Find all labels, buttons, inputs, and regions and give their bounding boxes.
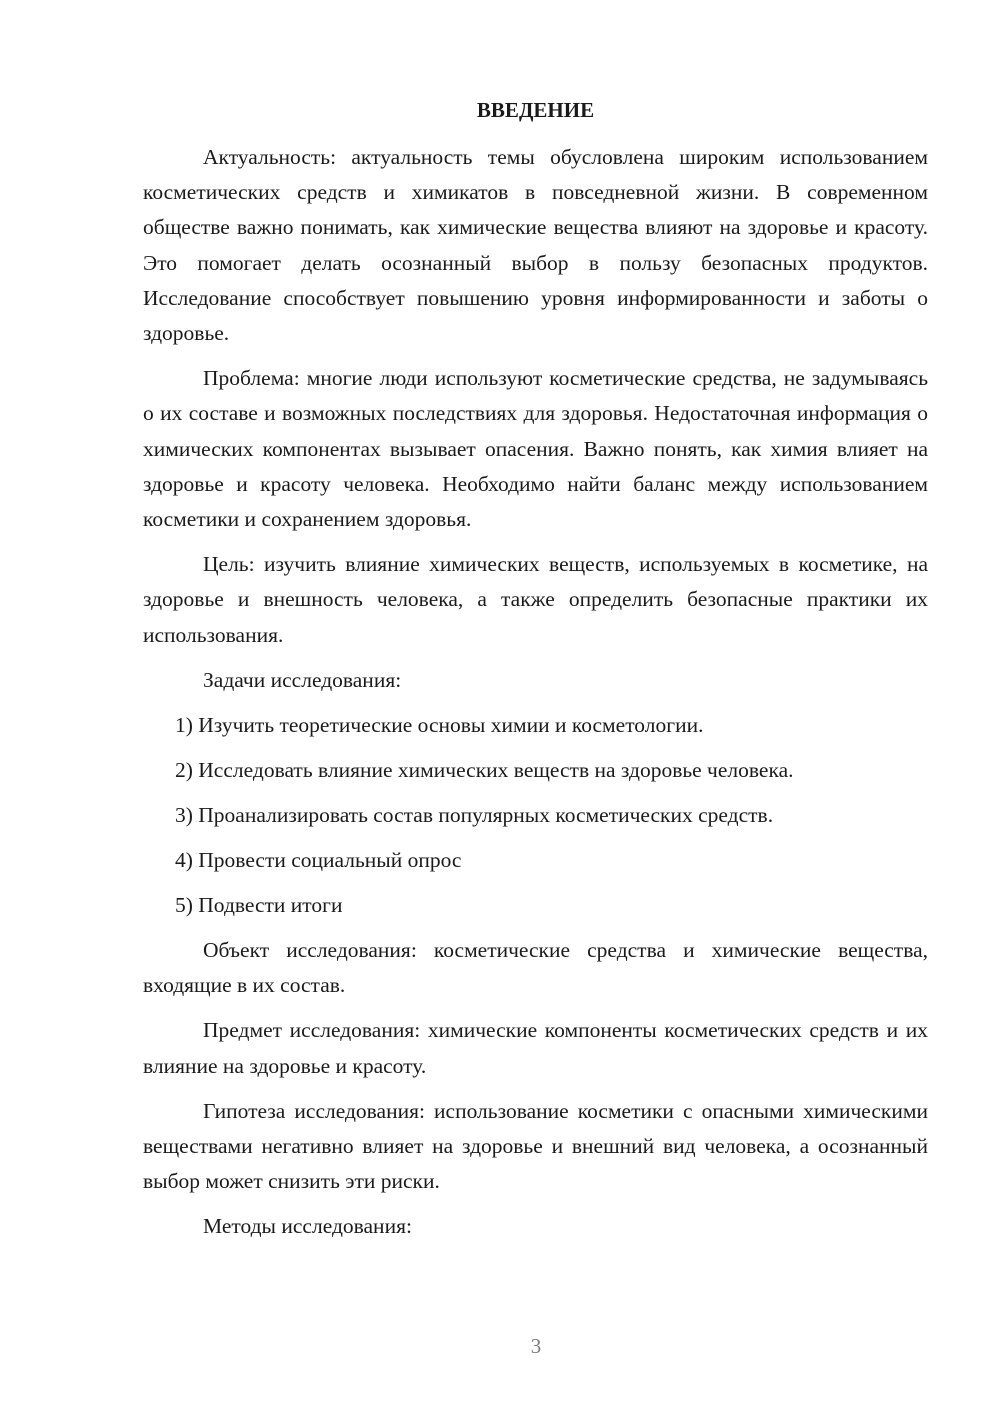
task-item: 3) Проанализировать состав популярных косметических средств. bbox=[175, 803, 774, 828]
relevance-paragraph: Актуальность: актуальность темы обусловлена широким использованием косметических средств и химикатов в повседневной жизни. В современном обществе важно понимать, как химические вещества влияют на здоровье и красоту. Это помогает делать осознанный выбор в пользу безопасных продуктов. Исследование способствует повышению уровня информированности и заботы о здоровье. bbox=[143, 145, 928, 346]
page-title: ВВЕДЕНИЕ bbox=[476, 98, 595, 122]
task-item: 1) Изучить теоретические основы химии и косметологии. bbox=[175, 713, 704, 738]
methods-heading: Методы исследования: bbox=[203, 1214, 412, 1239]
object-paragraph: Объект исследования: косметические средства и химические вещества, входящие в их состав. bbox=[143, 938, 928, 998]
task-item: 2) Исследовать влияние химических веществ на здоровье человека. bbox=[175, 758, 794, 783]
subject-paragraph: Предмет исследования: химические компоненты косметических средств и их влияние на здоровье и красоту. bbox=[143, 1018, 928, 1078]
goal-paragraph: Цель: изучить влияние химических веществ, используемых в косметике, на здоровье и внешность человека, а также определить безопасные практики их использования. bbox=[143, 552, 928, 647]
problem-paragraph: Проблема: многие люди используют косметические средства, не задумываясь о их составе и возможных последствиях для здоровья. Недостаточная информация о химических компонентах вызывает опасения. Важно понять, как химия влияет на здоровье и красоту человека. Необходимо найти баланс между использованием косметики и сохранением здоровья. bbox=[143, 366, 928, 532]
page-number: 3 bbox=[530, 1334, 542, 1358]
page-content bbox=[143, 96, 928, 1255]
task-list bbox=[143, 708, 928, 923]
tasks-heading: Задачи исследования: bbox=[203, 667, 402, 692]
task-item: 5) Подвести итоги bbox=[175, 893, 343, 918]
task-item: 4) Провести социальный опрос bbox=[175, 848, 462, 873]
hypothesis-paragraph: Гипотеза исследования: использование косметики с опасными химическими веществами негативно влияет на здоровье и внешний вид человека, а осознанный выбор может снизить эти риски. bbox=[143, 1098, 928, 1194]
